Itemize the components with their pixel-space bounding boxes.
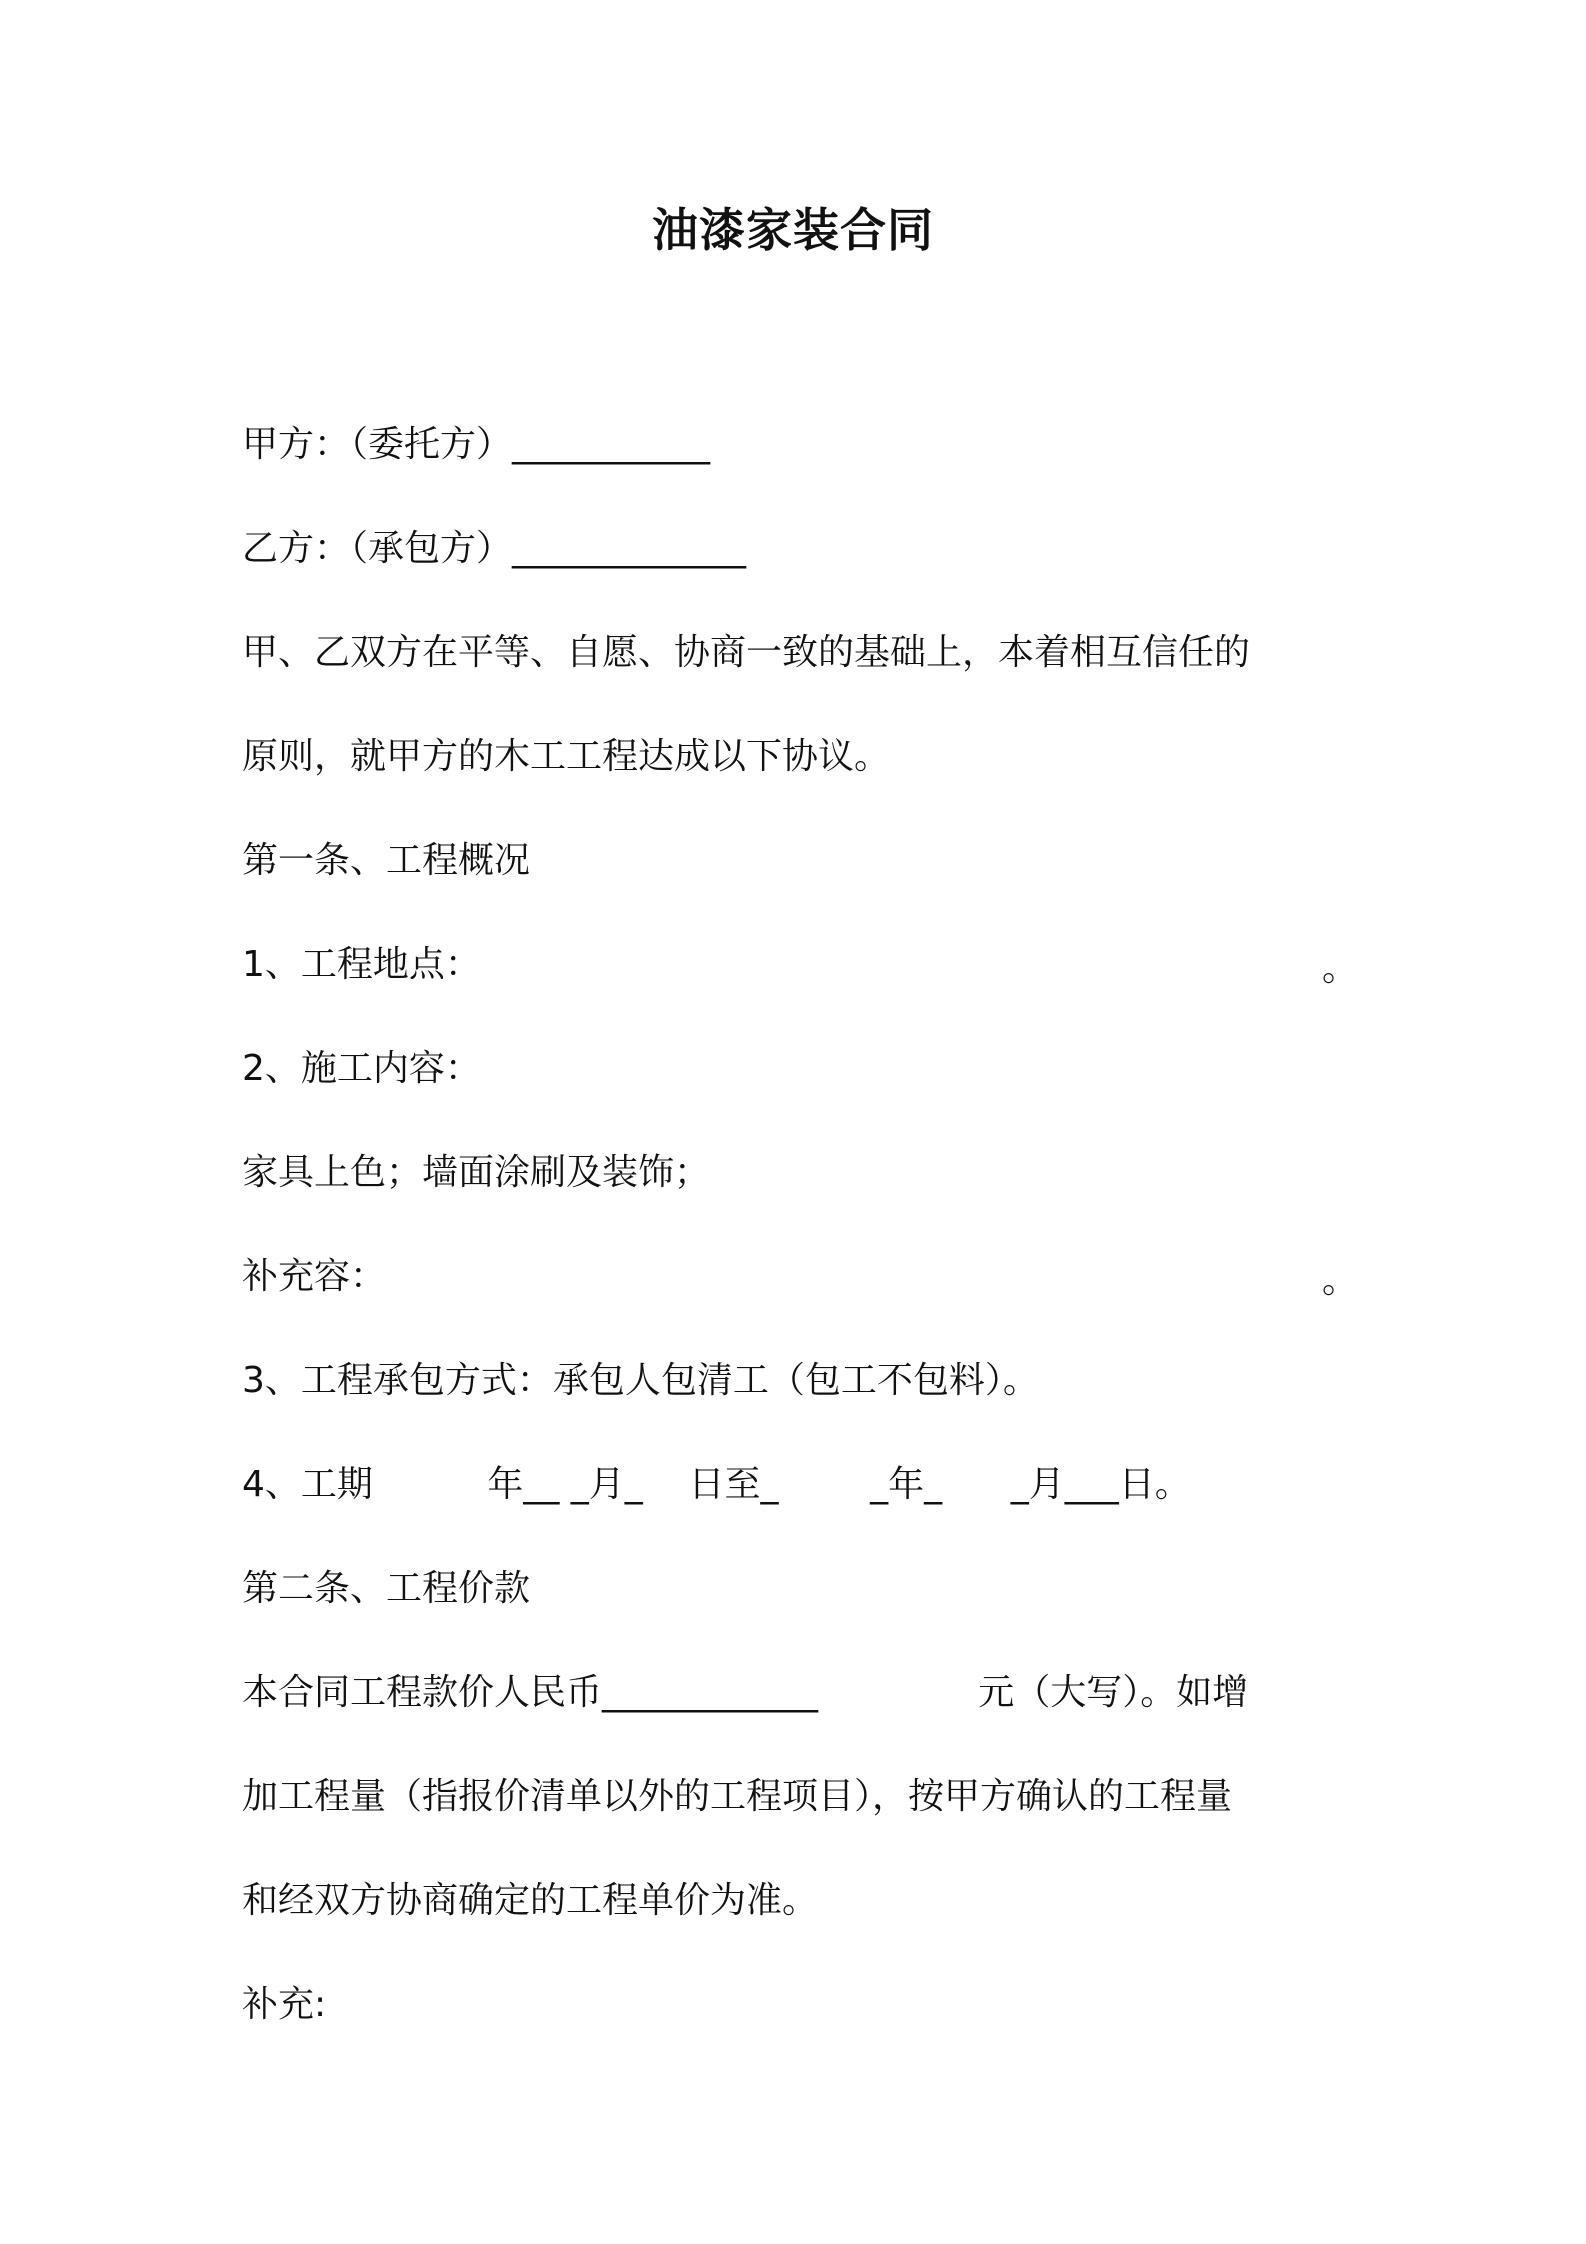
item-1-location-end: 。 [1322, 948, 1359, 989]
supplement-end: 。 [1322, 1260, 1359, 1301]
item-2-content-label: 2、施工内容： [242, 1048, 481, 1089]
item-1-location-label: 1、工程地点： [242, 944, 481, 985]
intro-paragraph-line-1: 甲、乙双方在平等、自愿、协商一致的基础上，本着相互信任的 [242, 632, 1251, 673]
supplement-2-label: 补充: [242, 1984, 327, 2025]
price-paragraph-line-1: 本合同工程款价人民币____________ 元（大写）。如增 [242, 1672, 1249, 1713]
item-3-contract-method: 3、工程承包方式：承包人包清工（包工不包料）。 [242, 1360, 1039, 1401]
item-2-content-text: 家具上色；墙面涂刷及装饰； [242, 1152, 711, 1193]
supplement-label: 补充容： [242, 1256, 387, 1297]
intro-paragraph-line-2: 原则，就甲方的木工工程达成以下协议。 [242, 736, 891, 777]
article-1-heading: 第一条、工程概况 [242, 840, 531, 881]
price-paragraph-line-3: 和经双方协商确定的工程单价为准。 [242, 1880, 819, 1921]
item-4-schedule: 4、工期 年__ _月_ 日至_ _年_ _月___日。 [242, 1464, 1191, 1505]
party-b-line: 乙方：（承包方）_____________ [242, 528, 747, 569]
party-a-line: 甲方：（委托方）___________ [242, 424, 711, 465]
contract-title: 油漆家装合同 [652, 203, 934, 257]
price-paragraph-line-2: 加工程量（指报价清单以外的工程项目），按甲方确认的工程量 [242, 1776, 1233, 1817]
article-2-heading: 第二条、工程价款 [242, 1568, 531, 1609]
